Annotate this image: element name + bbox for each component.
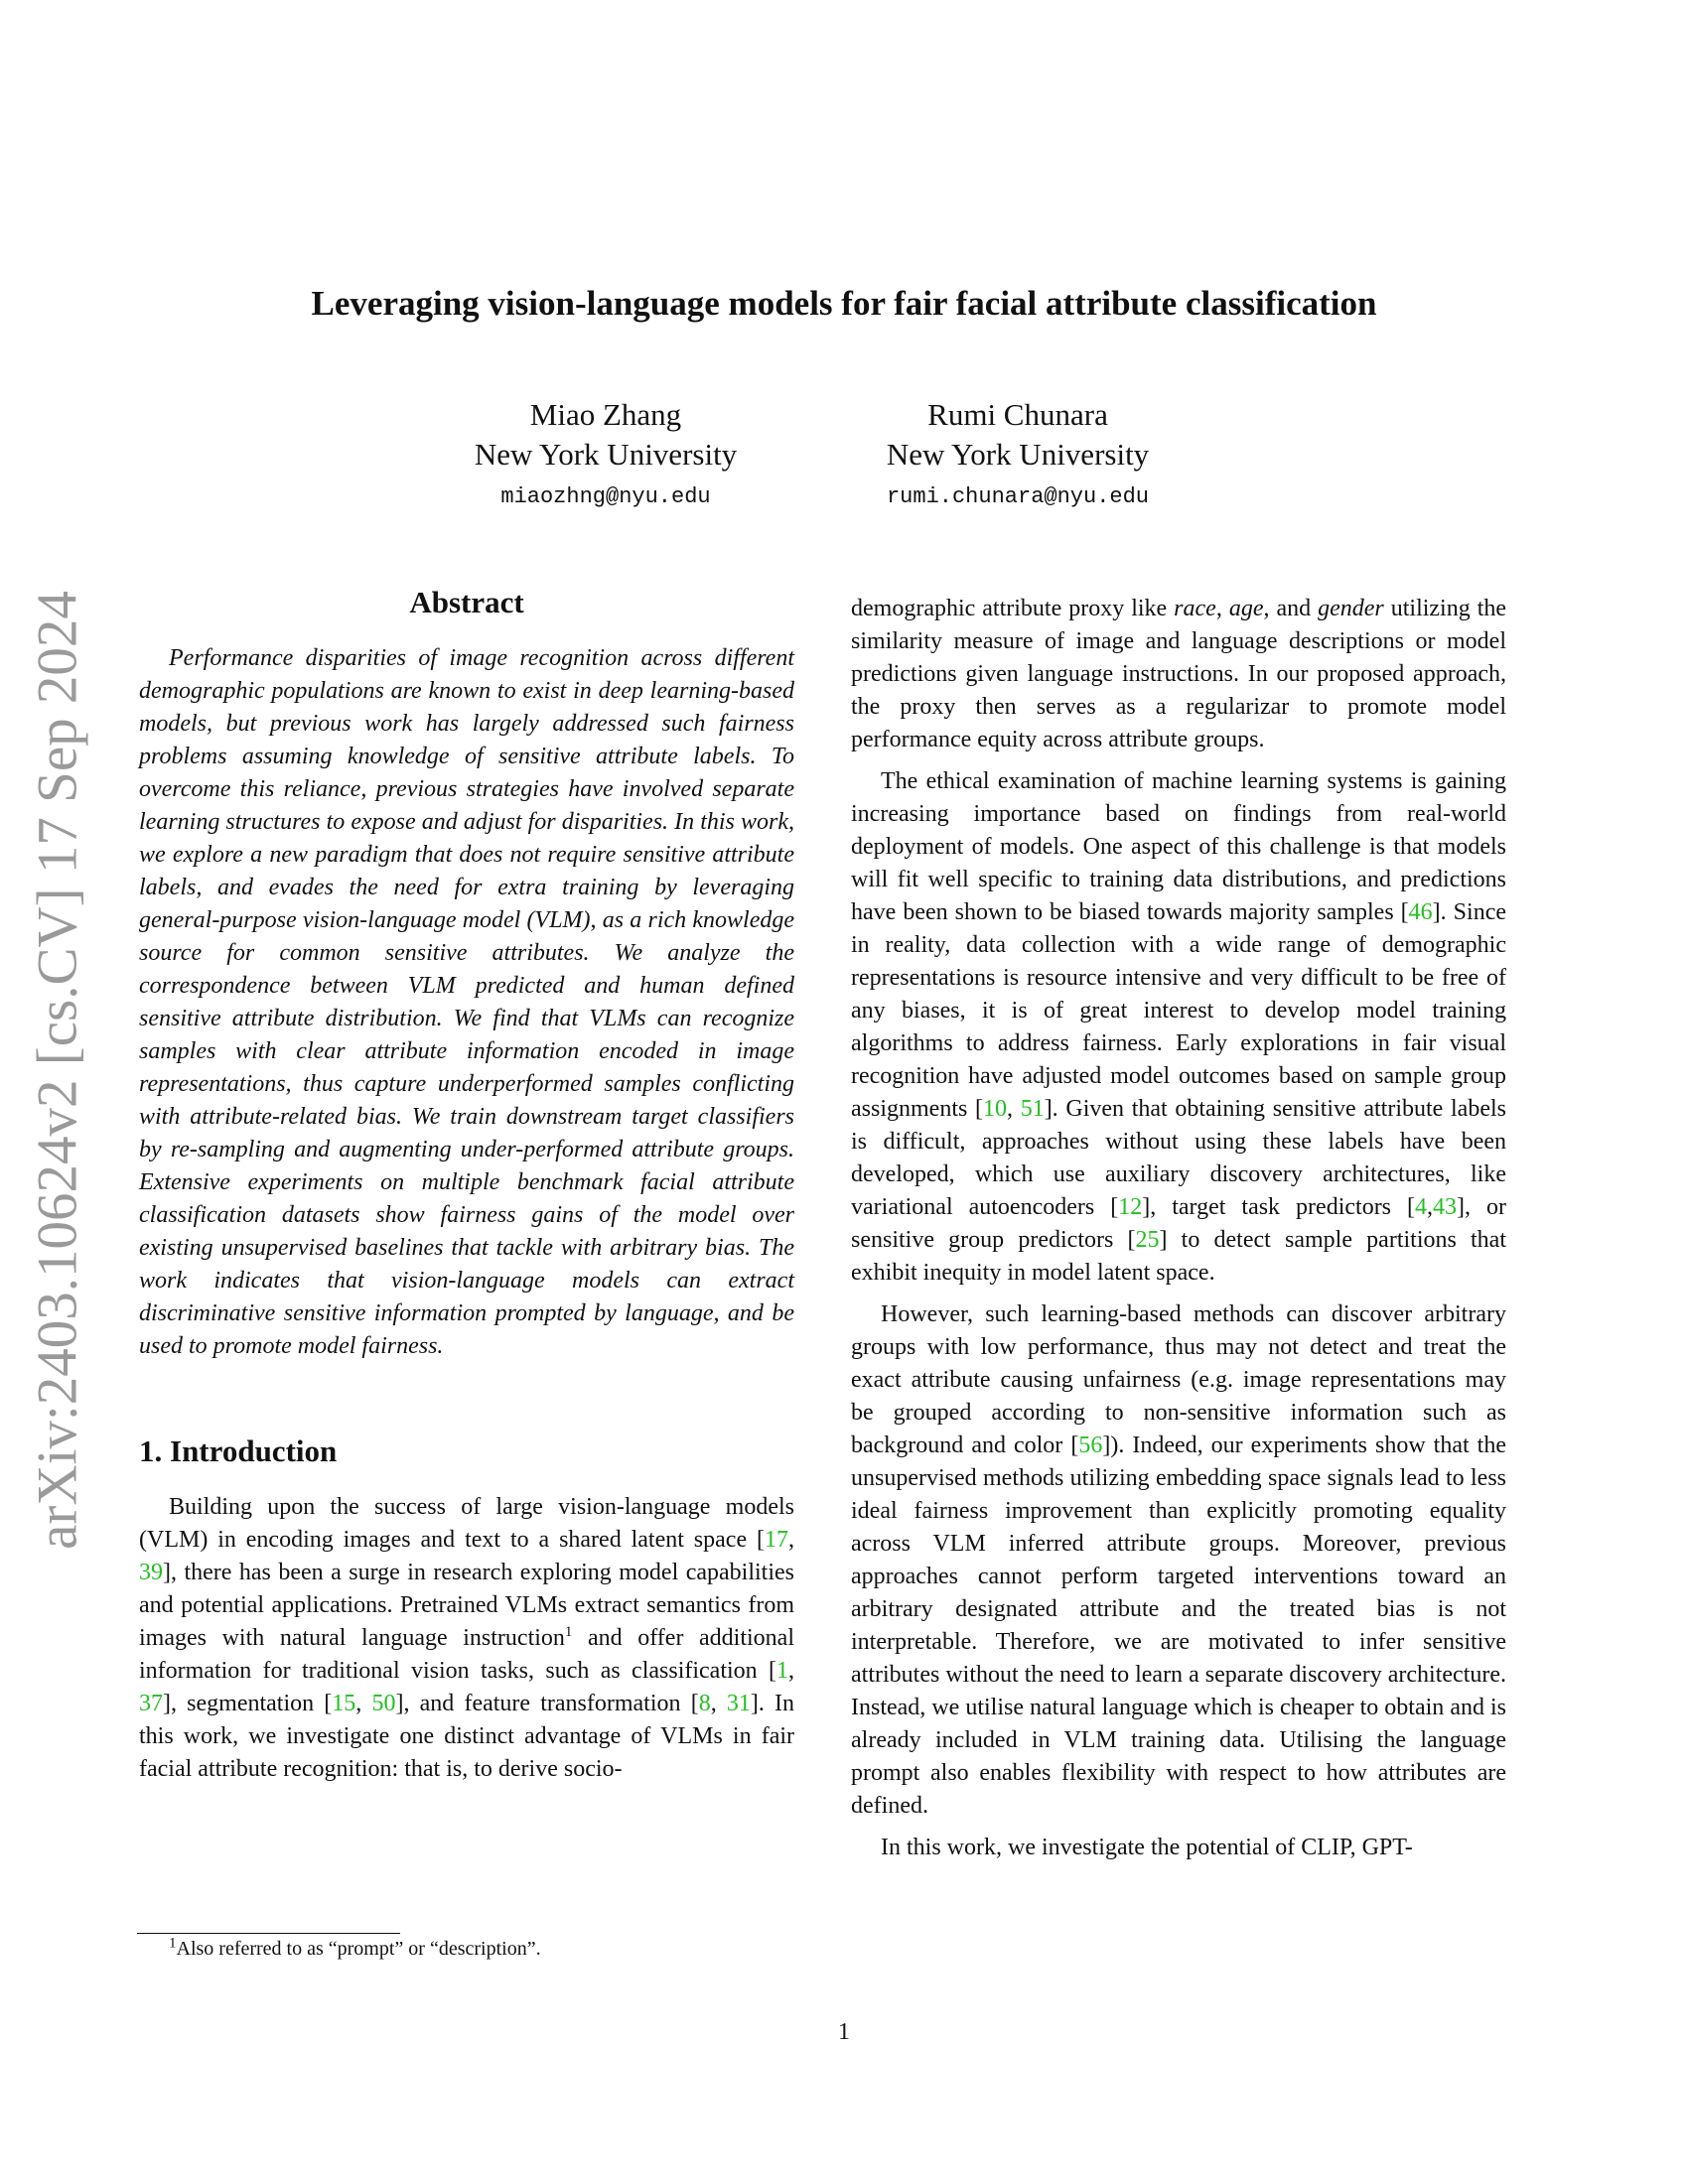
author-email: miaozhng@nyu.edu [500, 484, 711, 509]
author-email: rumi.chunara@nyu.edu [886, 484, 1150, 509]
intro-paragraph: However, such learning-based methods can discover arbitrary groups with low performance, thus may not detect and treat the exact attribute causing unfairness (e.g. image representations may be grouped according to non-sensitive information such as background and color [56]). Indeed, our experiments show that the unsupervised methods utilizing embedding space signals lead to less ideal fairness improvement than explicitly promoting equality across VLM inferred attribute groups. Moreover, previous approaches cannot perform targeted interventions toward an arbitrary designated attribute and the treated bias is not interpretable. Therefore, we are motivated to infer sensitive attributes without the need to learn a separate discovery architecture. Instead, we utilise natural language which is cheaper to obtain and is already included in VLM training data. Utilising the language prompt also enables flexibility with respect to how attributes are defined. [851, 1301, 1506, 1819]
citation-link[interactable]: 43 [1433, 1194, 1458, 1220]
citation-link[interactable]: 1 [776, 1658, 788, 1684]
citation-link[interactable]: 39 [139, 1560, 163, 1585]
arxiv-stamp: arXiv:2403.10624v2 [cs.CV] 17 Sep 2024 [26, 591, 89, 1550]
abstract-heading: Abstract [409, 585, 524, 619]
author-block [809, 395, 1226, 509]
footnote-number: 1 [169, 1935, 177, 1952]
author-affiliation: New York University [886, 437, 1150, 472]
citation-link[interactable]: 56 [1078, 1433, 1103, 1458]
arxiv-sidebar [18, 574, 97, 1567]
citation-link[interactable]: 17 [765, 1527, 788, 1553]
citation-link[interactable]: 46 [1408, 899, 1433, 925]
footnote-divider [137, 1933, 400, 1934]
author-name: Rumi Chunara [927, 397, 1108, 432]
author-affiliation: New York University [474, 437, 738, 472]
citation-link[interactable]: 8 [698, 1691, 711, 1716]
right-column [851, 593, 1506, 1864]
author-name: Miao Zhang [529, 397, 682, 432]
section-heading: 1. Introduction [139, 1433, 338, 1468]
footnote-marker: 1 [564, 1624, 573, 1640]
citation-link[interactable]: 51 [1020, 1096, 1045, 1122]
intro-paragraph: The ethical examination of machine learning systems is gaining increasing importance based on findings from real-world deployment of models. One aspect of this challenge is that models will fit well specific to training data distributions, and predictions have been shown to be biased towards majority samples [46]. Since in reality, data collection with a wide range of demographic representations is resource intensive and very difficult to be free of any biases, it is of great interest to develop model training algorithms to address fairness. Early explorations in fair visual recognition have adjusted model outcomes based on sample group assignments [10, 51]. Given that obtaining sensitive attribute labels is difficult, approaches without using these labels have been developed, which use auxiliary discovery architectures, like variational autoencoders [12], target task predictors [4,43], or sensitive group predictors [25] to detect sample partitions that exhibit inequity in model latent space. [851, 768, 1507, 1286]
citation-link[interactable]: 12 [1118, 1194, 1143, 1220]
footnote [169, 1935, 541, 1961]
footnote-text: Also referred to as “prompt” or “description”. [176, 1938, 541, 1960]
left-column [139, 586, 794, 1786]
intro-paragraph-continued: demographic attribute proxy like race, age, and gender utilizing the similarity measure of image and language descriptions or model predictions given language instructions. In our proposed approach, the proxy then serves as a regularizar to promote model performance equity across attribute groups. [851, 596, 1507, 752]
intro-paragraph: Building upon the success of large vision-language models (VLM) in encoding images and text to a shared latent space [17, 39], there has been a surge in research exploring model capabilities and potential applications. Pretrained VLMs extract semantics from images with natural language instruction$^1$ and offer additional information for traditional vision tasks, such as classification [1, 37], segmentation [15, 50], and feature transformation [8, 31]. In this work, we investigate one distinct advantage of VLMs in fair facial attribute recognition: that is, to derive socio- [139, 1494, 795, 1782]
citation-link[interactable]: 50 [371, 1691, 396, 1716]
citation-link[interactable]: 15 [332, 1691, 356, 1716]
citation-link[interactable]: 37 [139, 1691, 163, 1716]
paper-title: Leveraging vision-language models for fair facial attribute classification [311, 284, 1377, 323]
page-number: 1 [838, 2019, 850, 2045]
abstract-text: Performance disparities of image recognition across different demographic populations are known to exist in deep learning-based models, but previous work has largely addressed such fairness problems assuming knowledge of sensitive attribute labels. To overcome this reliance, previous strategies have involved separate learning structures to expose and adjust for disparities. In this work, we explore a new paradigm that does not require sensitive attribute labels, and evades the need for extra training by leveraging general-purpose vision-language model (VLM), as a rich knowledge source for common sensitive attributes. We analyze the correspondence between VLM predicted and human defined sensitive attribute distribution. We find that VLMs can recognize samples with clear attribute information encoded in image representations, thus capture underperformed samples conflicting with attribute-related bias. We train downstream target classifiers by re-sampling and augmenting under-performed attribute groups. Extensive experiments on multiple benchmark facial attribute classification datasets show fairness gains of the model over existing unsupervised baselines that tackle with arbitrary bias. The work indicates that vision-language models can extract discriminative sensitive information prompted by language, and be used to promote model fairness. [139, 645, 794, 1359]
intro-paragraph: In this work, we investigate the potential of CLIP, GPT- [881, 1835, 1413, 1860]
citation-link[interactable]: 25 [1135, 1227, 1160, 1253]
citation-link[interactable]: 10 [983, 1096, 1007, 1122]
citation-link[interactable]: 31 [726, 1691, 751, 1716]
author-block [397, 395, 814, 509]
citation-link[interactable]: 4 [1415, 1194, 1428, 1220]
